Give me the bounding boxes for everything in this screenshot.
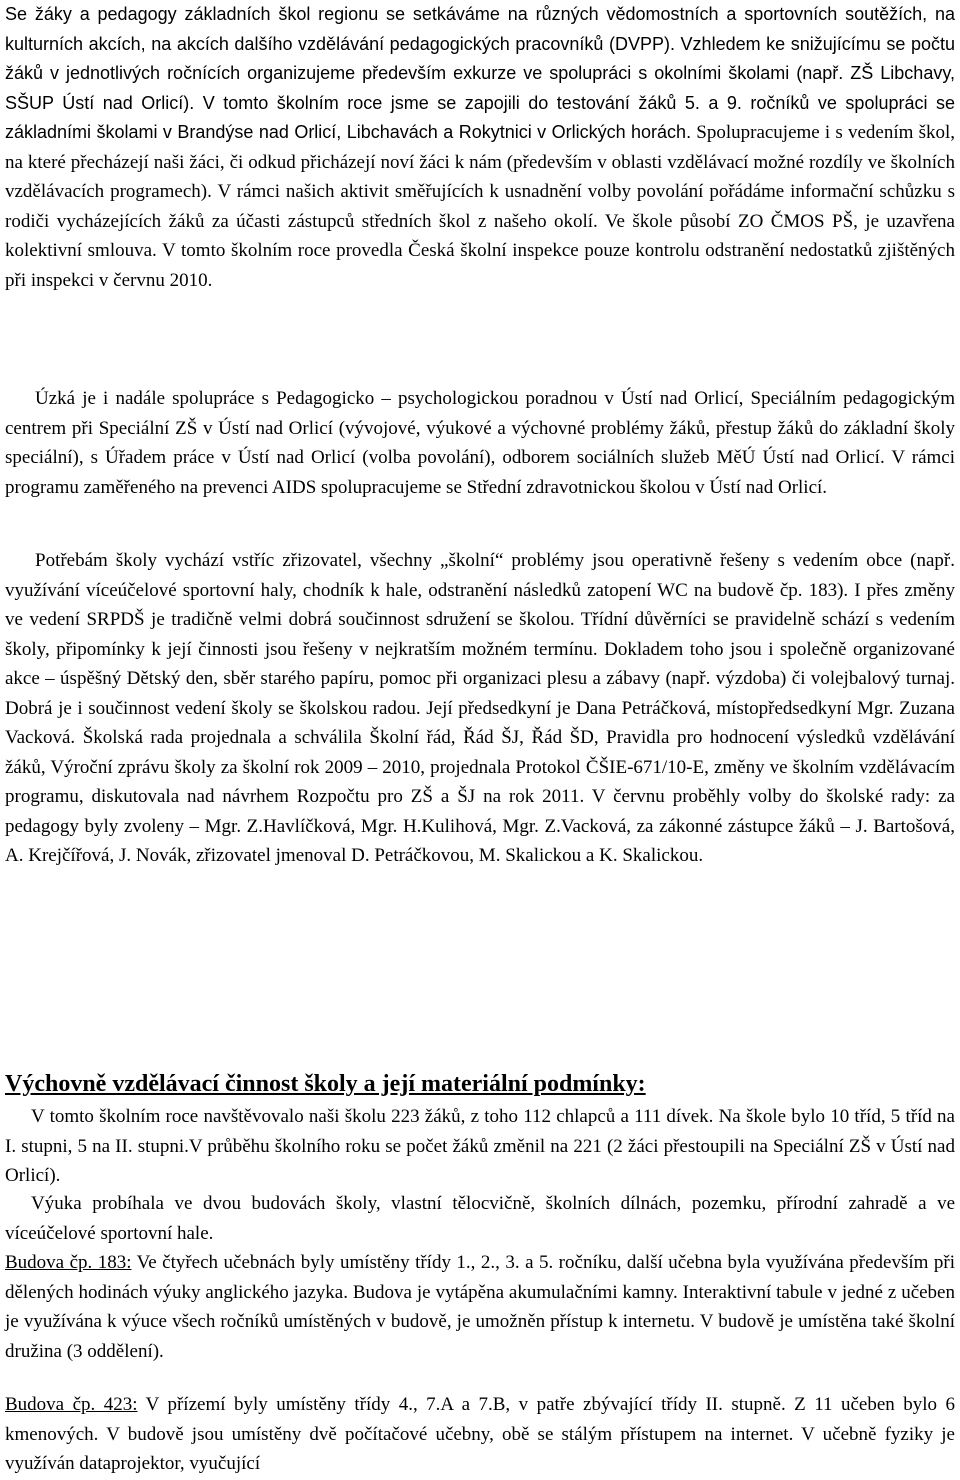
section-heading: Výchovně vzdělávací činnost školy a její materiální podmínky: (5, 1071, 646, 1097)
paragraph-cooperation-schools (5, 0, 955, 295)
paragraph-building-423 (5, 1390, 955, 1479)
building-183-text: Ve čtyřech učebnách byly umístěny třídy 1., 2., 3. a 5. ročníku, další učebna byla využívána především při dělených hodinách výuky anglického jazyka. Budova je vytápěna akumulačními kamny. Interaktivní tabule v jedné z učeben je využívána k výuce všech ročníků umístěných v budově, je umožněn přístup k internetu. V budově je umístěna také školní družina (3 oddělení). (5, 1252, 955, 1362)
paragraph-building-183 (5, 1248, 955, 1366)
building-423-label: Budova čp. 423: (5, 1394, 138, 1415)
paragraph-buildings: Výuka probíhala ve dvou budovách školy, vlastní tělocvičně, školních dílnách, pozemku, přírodní zahradě a ve víceúčelové sportovní hale. (5, 1193, 955, 1244)
paragraph-cooperation-serif-part: Spolupracujeme i s vedením škol, na které přecházejí naši žáci, či odkud přicházejí noví žáci k nám (především v oblasti vzdělávací možné rozdíly ve školních vzdělávacích programech). V rámci našich aktivit směřujících k usnadnění volby povolání pořádáme informační schůzku s rodiči vycházejících žáků za účasti zástupců středních škol z našeho okolí. Ve škole působí ZO ČMOS PŠ, je uzavřena kolektivní smlouva. V tomto školním roce provedla Česká školní inspekce pouze kontrolu odstranění nedostatků zjištěných při inspekci v červnu 2010. (5, 122, 955, 291)
paragraph-cooperation-institutions: Úzká je i nadále spolupráce s Pedagogicko – psychologickou poradnou v Ústí nad Orlicí, Speciálním pedagogickým centrem při Speciální ZŠ v Ústí nad Orlicí (vývojové, výukové a výchovné problémy žáků, přestup žáků do základní školy speciální), s Úřadem práce v Ústí nad Orlicí (volba povolání), odborem sociálních služeb MěÚ Ústí nad Orlicí. V rámci programu zaměřeného na prevenci AIDS spolupracujeme se Střední zdravotnickou školou v Ústí nad Orlicí. (5, 388, 955, 498)
paragraph-cooperation-sans-part: Se žáky a pedagogy základních škol regionu se setkáváme na různých vědomostních a sportovních soutěžích, na kulturních akcích, na akcích dalšího vzdělávání pedagogických pracovníků (DVPP). Vzhledem ke snižujícímu se počtu žáků v jednotlivých ročnících organizujeme především exkurze ve spolupráci s okolními školami (např. ZŠ Libchavy, SŠUP Ústí nad Orlicí). V tomto školním roce jsme se zapojili do testování žáků 5. a 9. ročníků ve spolupráci se základními školami v Brandýse nad Orlicí, Libchavách a Rokytnici v Orlických horách. (5, 4, 955, 142)
building-183-label: Budova čp. 183: (5, 1252, 132, 1273)
paragraph-founder-and-council: Potřebám školy vychází vstříc zřizovatel, všechny „školní“ problémy jsou operativně řešeny s vedením obce (např. využívání víceúčelové sportovní haly, chodník k hale, odstranění následků zatopení WC na budově čp. 183). I přes změny ve vedení SRPDŠ je tradičně velmi dobrá součinnost sdružení se školou. Třídní důvěrníci se pravidelně schází s vedením školy, připomínky k její činnosti jsou řešeny v nejkratším možném termínu. Dokladem toho jsou i společně organizované akce – úspěšný Dětský den, sběr starého papíru, pomoc při organizaci plesu a zábavy (např. výzdoba) či volejbalový turnaj. Dobrá je i součinnost vedení školy se školskou radou. Její předsedkyní je Dana Petráčková, místopředsedkyní Mgr. Zuzana Vacková. Školská rada projednala a schválila Školní řád, Řád ŠJ, Řád ŠD, Pravidla pro hodnocení výsledků vzdělávání žáků, Výroční zprávu školy za školní rok 2009 – 2010, projednala Protokol ČŠIE-671/10-E, změny ve školním vzdělávacím programu, diskutovala nad návrhem Rozpočtu pro ZŠ a ŠJ na rok 2011. V červnu proběhly volby do školské rady: za pedagogy byly zvoleny – Mgr. Z.Havlíčková, Mgr. H.Kulihová, Mgr. Z.Vacková, za zákonné zástupce žáků – J. Bartošová, A. Krejčířová, J. Novák, zřizovatel jmenoval D. Petráčkovou, M. Skalickou a K. Skalickou. (5, 550, 955, 866)
building-423-text: V přízemí byly umístěny třídy 4., 7.A a 7.B, v patře zbývající třídy II. stupně. Z 11 učeben bylo 6 kmenových. V budově jsou umístěny dvě počítačové učebny, obě se stálým přístupem na internet. V učebně fyziky je využíván dataprojektor, vyučující (5, 1394, 956, 1474)
paragraph-pupil-counts: V tomto školním roce navštěvovalo naši školu 223 žáků, z toho 112 chlapců a 111 dívek. Na škole bylo 10 tříd, 5 tříd na I. stupni, 5 na II. stupni.V průběhu školního roku se počet žáků změnil na 221 (2 žáci přestoupili na Speciální ZŠ v Ústí nad Orlicí). (5, 1106, 955, 1186)
